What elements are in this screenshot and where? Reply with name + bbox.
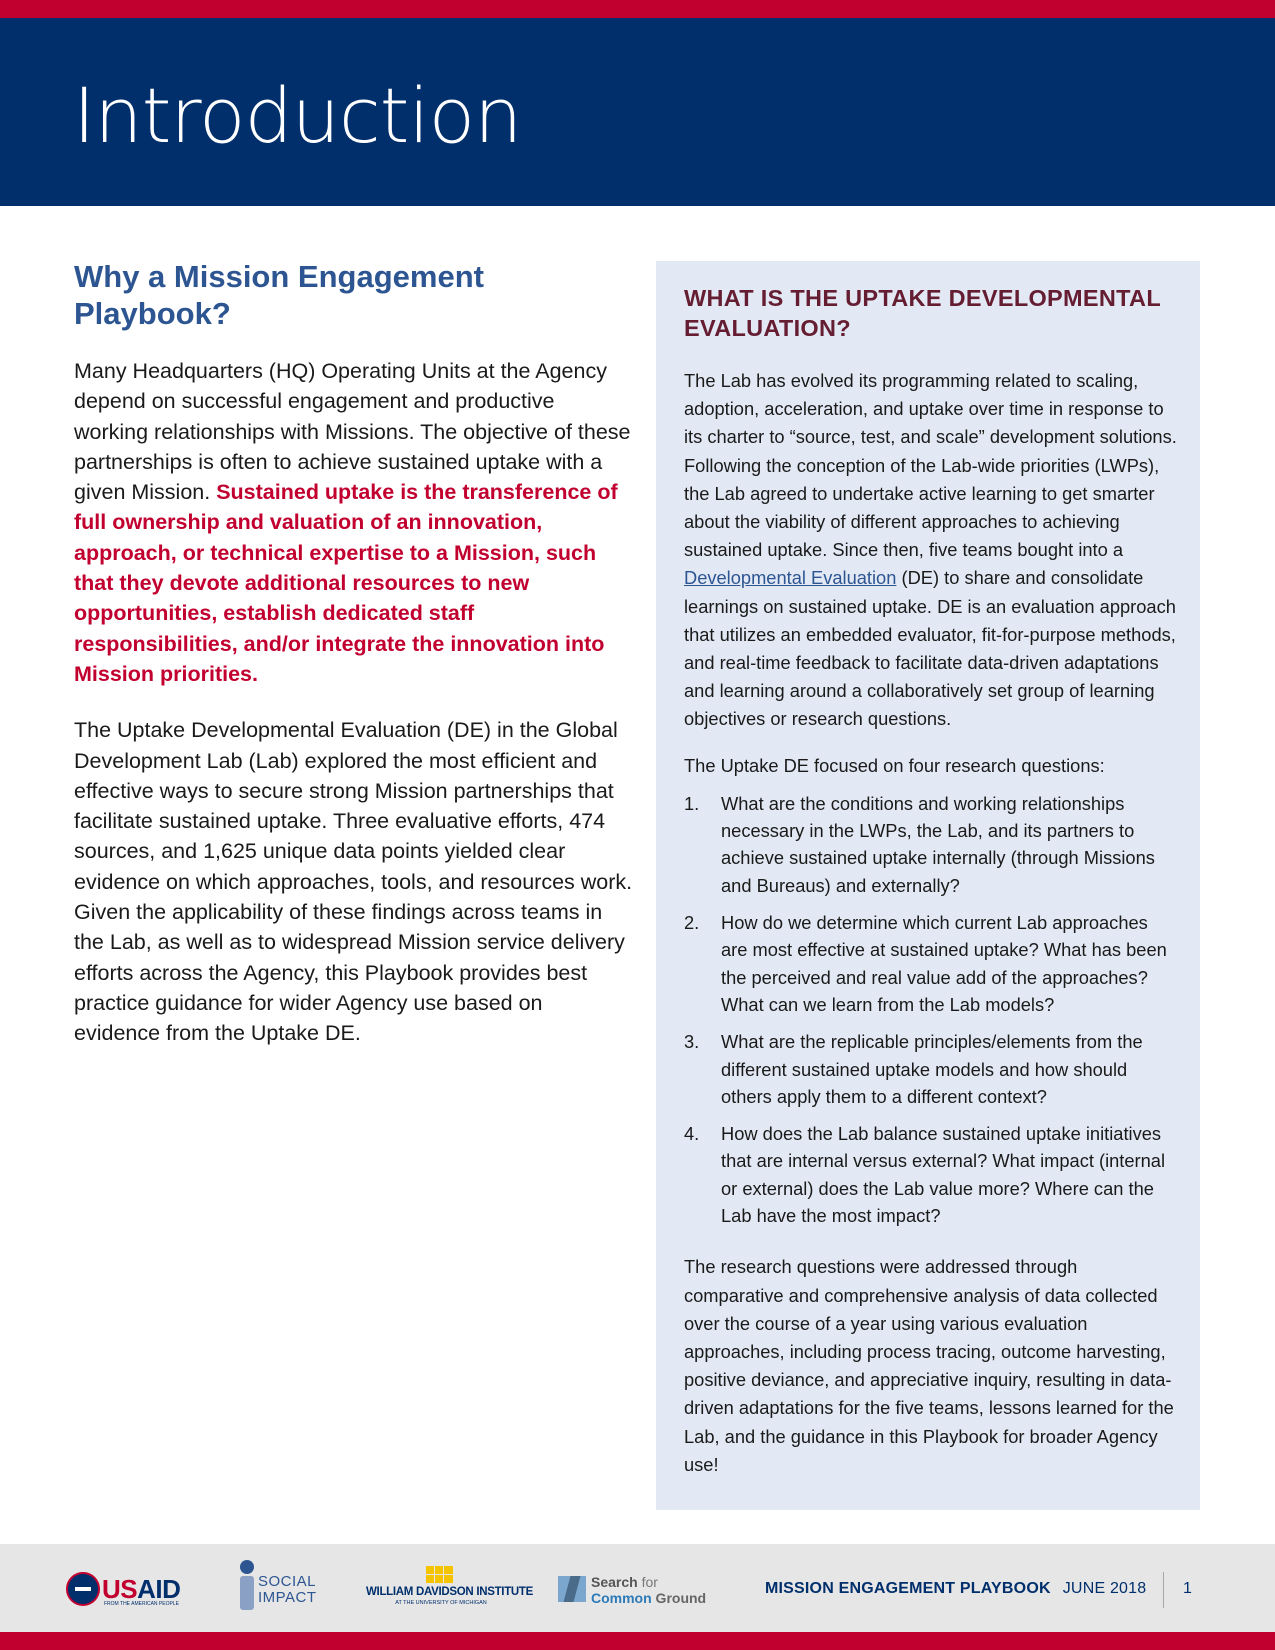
left-column (74, 258, 634, 1049)
sidebar-closing-paragraph: The research questions were addressed through comparative and comprehensive analysis of data collected over the course of a year using various evaluation approaches, including process tracing, outcome harvesting, positive deviance, and appreciative inquiry, resulting in data-driven adaptations for the five teams, lessons learned for the Lab, and the guidance in this Playbook for broader Agency use! (684, 1256, 1174, 1475)
top-red-stripe (0, 0, 1275, 18)
wdi-grid-icon (426, 1566, 453, 1583)
sidebar-text-after-link: (DE) to share and consolidate learnings on sustained uptake. DE is an evaluation approach that utilizes an embedded evaluator, fit-for-purpose methods, and real-time feedback to facilitate data-driven adaptations and learning around a collaboratively set group of learning objectives or research questions. (684, 567, 1176, 730)
research-questions-list (684, 790, 1178, 1229)
question-text: How do we determine which current Lab approaches are most effective at sustained uptake? What has been the perceived and real value add of the approaches? What can we learn from the Lab models? (721, 912, 1167, 1015)
uptake-de-sidebar (656, 261, 1200, 1510)
search-for-common-ground-logo: Search for Common Ground (558, 1572, 718, 1608)
usaid-seal-icon (66, 1572, 100, 1606)
page-number: 1 (1183, 1580, 1192, 1597)
question-text: How does the Lab balance sustained uptake initiatives that are internal versus external? What impact (internal or external) does the Lab value more? Where can the Lab have the most impact? (721, 1123, 1166, 1226)
developmental-evaluation-link[interactable]: Developmental Evaluation (684, 567, 897, 589)
social-impact-mark-icon (240, 1560, 254, 1574)
question-text: What are the conditions and working relationships necessary in the LWPs, the Lab, and its partners to achieve sustained uptake internally (through Missions and Bureaus) and externally? (721, 792, 1155, 896)
sidebar-heading: WHAT IS THE UPTAKE DEVELOPMENTAL EVALUATION? (684, 285, 1161, 341)
usaid-wordmark: USAID (102, 1574, 181, 1604)
william-davidson-institute-logo: WILLIAM DAVIDSON INSTITUTE AT THE UNIVERSITY OF MICHIGAN (366, 1566, 516, 1610)
question-number: 2. (684, 912, 700, 934)
question-text: What are the replicable principles/elements from the different sustained uptake models and how should others apply them to a different context? (721, 1031, 1143, 1107)
sidebar-paragraph (684, 367, 1178, 734)
social-impact-logo: SOCIAL IMPACT (238, 1560, 328, 1610)
question-number: 1. (684, 792, 700, 814)
title-banner (0, 18, 1275, 206)
research-question (684, 790, 1178, 899)
sustained-uptake-definition: Sustained uptake is the transference of full ownership and valuation of an innovation, approach, or technical expertise to a Mission, such that they devote additional resources to new opportunities, establish dedicated staff responsibilities, and/or integrate the innovation into Mission priorities. (74, 480, 618, 686)
research-question (684, 909, 1178, 1018)
intro-paragraph (74, 356, 634, 689)
footer-publication-title: MISSION ENGAGEMENT PLAYBOOK JUNE 2018 (765, 1580, 1147, 1597)
intro-text: Many Headquarters (HQ) Operating Units at the Agency depend on successful engagement and productive working relationships with Missions. The objective of these partnerships is often to achieve sustained uptake with a given Mission. (74, 359, 631, 505)
question-number: 3. (684, 1031, 700, 1053)
question-number: 4. (684, 1123, 700, 1145)
research-questions-intro: The Uptake DE focused on four research questions: (684, 754, 1105, 776)
uptake-de-paragraph: The Uptake Developmental Evaluation (DE) in the Global Development Lab (Lab) explored the most efficient and effective ways to secure strong Mission partnerships that facilitate sustained uptake. Three evaluative efforts, 474 sources, and 1,625 unique data points yielded clear evidence on which approaches, tools, and resources work. Given the applicability of these findings across teams in the Lab, as well as to widespread Mission service delivery efforts across the Agency, this Playbook provides best practice guidance for wider Agency use based on evidence from the Uptake DE. (74, 718, 633, 1046)
section-heading: Why a Mission Engagement Playbook? (74, 259, 484, 331)
footer-divider (1163, 1572, 1164, 1608)
footer-date: JUNE 2018 (1062, 1580, 1147, 1597)
research-question (684, 1120, 1178, 1229)
page-title: Introduction (73, 71, 522, 160)
usaid-tagline: FROM THE AMERICAN PEOPLE (104, 1601, 179, 1607)
research-question (684, 1028, 1178, 1110)
sidebar-text-before-link: The Lab has evolved its programming related to scaling, adoption, acceleration, and uptake over time in response to its charter to “source, test, and scale” development solutions. Following the conception of the Lab-wide priorities (LWPs), the Lab agreed to undertake active learning to get smarter about the viability of different approaches to achieving sustained uptake. Since then, five teams bought into a (684, 370, 1177, 561)
bottom-red-stripe (0, 1632, 1275, 1650)
usaid-logo (66, 1572, 184, 1608)
sfcg-mark-icon (558, 1576, 586, 1602)
